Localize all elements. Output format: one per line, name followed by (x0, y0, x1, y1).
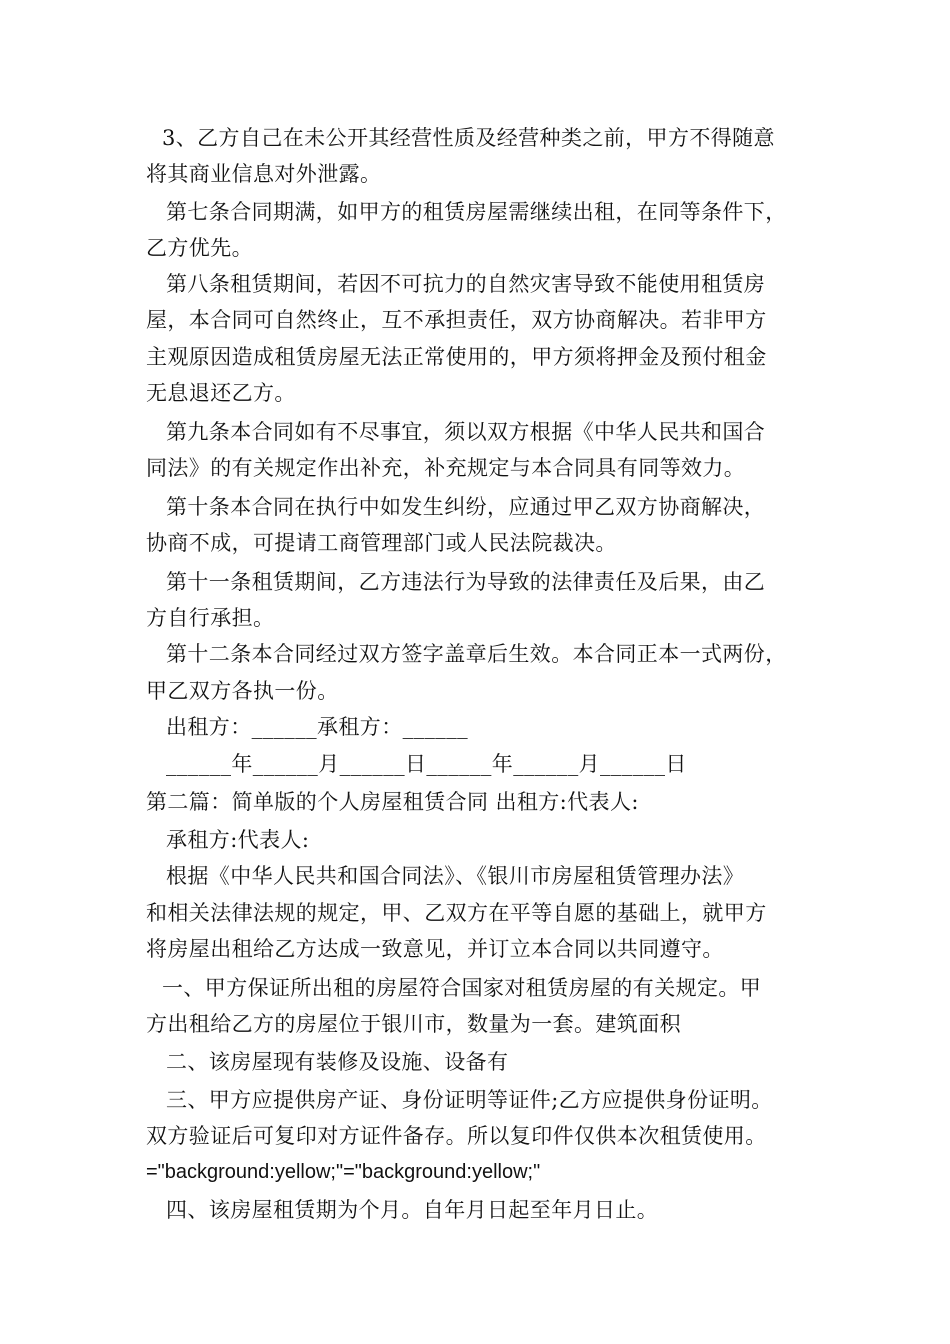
paragraph-line: 方出租给乙方的房屋位于银川市，数量为一套。建筑面积 (146, 1012, 681, 1036)
paragraph-line: 和相关法律法规的规定，甲、乙双方在平等自愿的基础上，就甲方 (146, 901, 767, 925)
paragraph-line: 方自行承担。 (146, 606, 275, 630)
paragraph-line: 根据《中华人民共和国合同法》、《银川市房屋租赁管理办法》 (166, 864, 745, 888)
paragraph-line: 双方验证后可复印对方证件备存。所以复印件仅供本次租赁使用。 (146, 1124, 767, 1148)
paragraph-line: 第九条本合同如有不尽事宜，须以双方根据《中华人民共和国合 (166, 420, 766, 444)
paragraph-line: 甲乙双方各执一份。 (146, 679, 339, 703)
paragraph-line: 协商不成，可提请工商管理部门或人民法院裁决。 (146, 531, 617, 555)
paragraph-line: 第十二条本合同经过双方签字盖章后生效。本合同正本一式两份， (166, 642, 787, 666)
paragraph-line: 二、该房屋现有装修及设施、设备有 (166, 1050, 509, 1074)
paragraph-line: 乙方优先。 (146, 236, 253, 260)
paragraph-line: 承租方:代表人: (166, 828, 310, 852)
paragraph-line: 一、甲方保证所出租的房屋符合国家对租赁房屋的有关规定。甲 (162, 976, 762, 1000)
stray-markup-line: ="background:yellow;"="background:yellow;" (146, 1161, 541, 1183)
paragraph-line: 三、甲方应提供房产证、身份证明等证件;乙方应提供身份证明。 (166, 1088, 773, 1112)
date-line: ______年______月______日______年______月______日 (166, 752, 687, 776)
paragraph-line: 第十条本合同在执行中如发生纠纷，应通过甲乙双方协商解决， (166, 495, 766, 519)
paragraph-line: 将房屋出租给乙方达成一致意见，并订立本合同以共同遵守。 (146, 937, 724, 961)
signature-line: 出租方：______承租方：______ (166, 715, 468, 739)
paragraph-line: 3、乙方自己在未公开其经营性质及经营种类之前，甲方不得随意 (162, 126, 775, 150)
paragraph-line: 同法》的有关规定作出补充，补充规定与本合同具有同等效力。 (146, 456, 746, 480)
section-heading: 第二篇：简单版的个人房屋租赁合同 出租方:代表人: (146, 790, 639, 814)
paragraph-line: 将其商业信息对外泄露。 (146, 162, 382, 186)
paragraph-line: 第十一条租赁期间，乙方违法行为导致的法律责任及后果，由乙 (166, 570, 766, 594)
paragraph-line: 无息退还乙方。 (146, 381, 296, 405)
paragraph-line: 四、该房屋租赁期为个月。自年月日起至年月日止。 (166, 1198, 659, 1222)
paragraph-line: 第八条租赁期间，若因不可抗力的自然灾害导致不能使用租赁房 (166, 272, 766, 296)
paragraph-line: 主观原因造成租赁房屋无法正常使用的，甲方须将押金及预付租金 (146, 345, 767, 369)
paragraph-line: 第七条合同期满，如甲方的租赁房屋需继续出租，在同等条件下， (166, 200, 787, 224)
paragraph-line: 屋，本合同可自然终止，互不承担责任，双方协商解决。若非甲方 (146, 308, 767, 332)
